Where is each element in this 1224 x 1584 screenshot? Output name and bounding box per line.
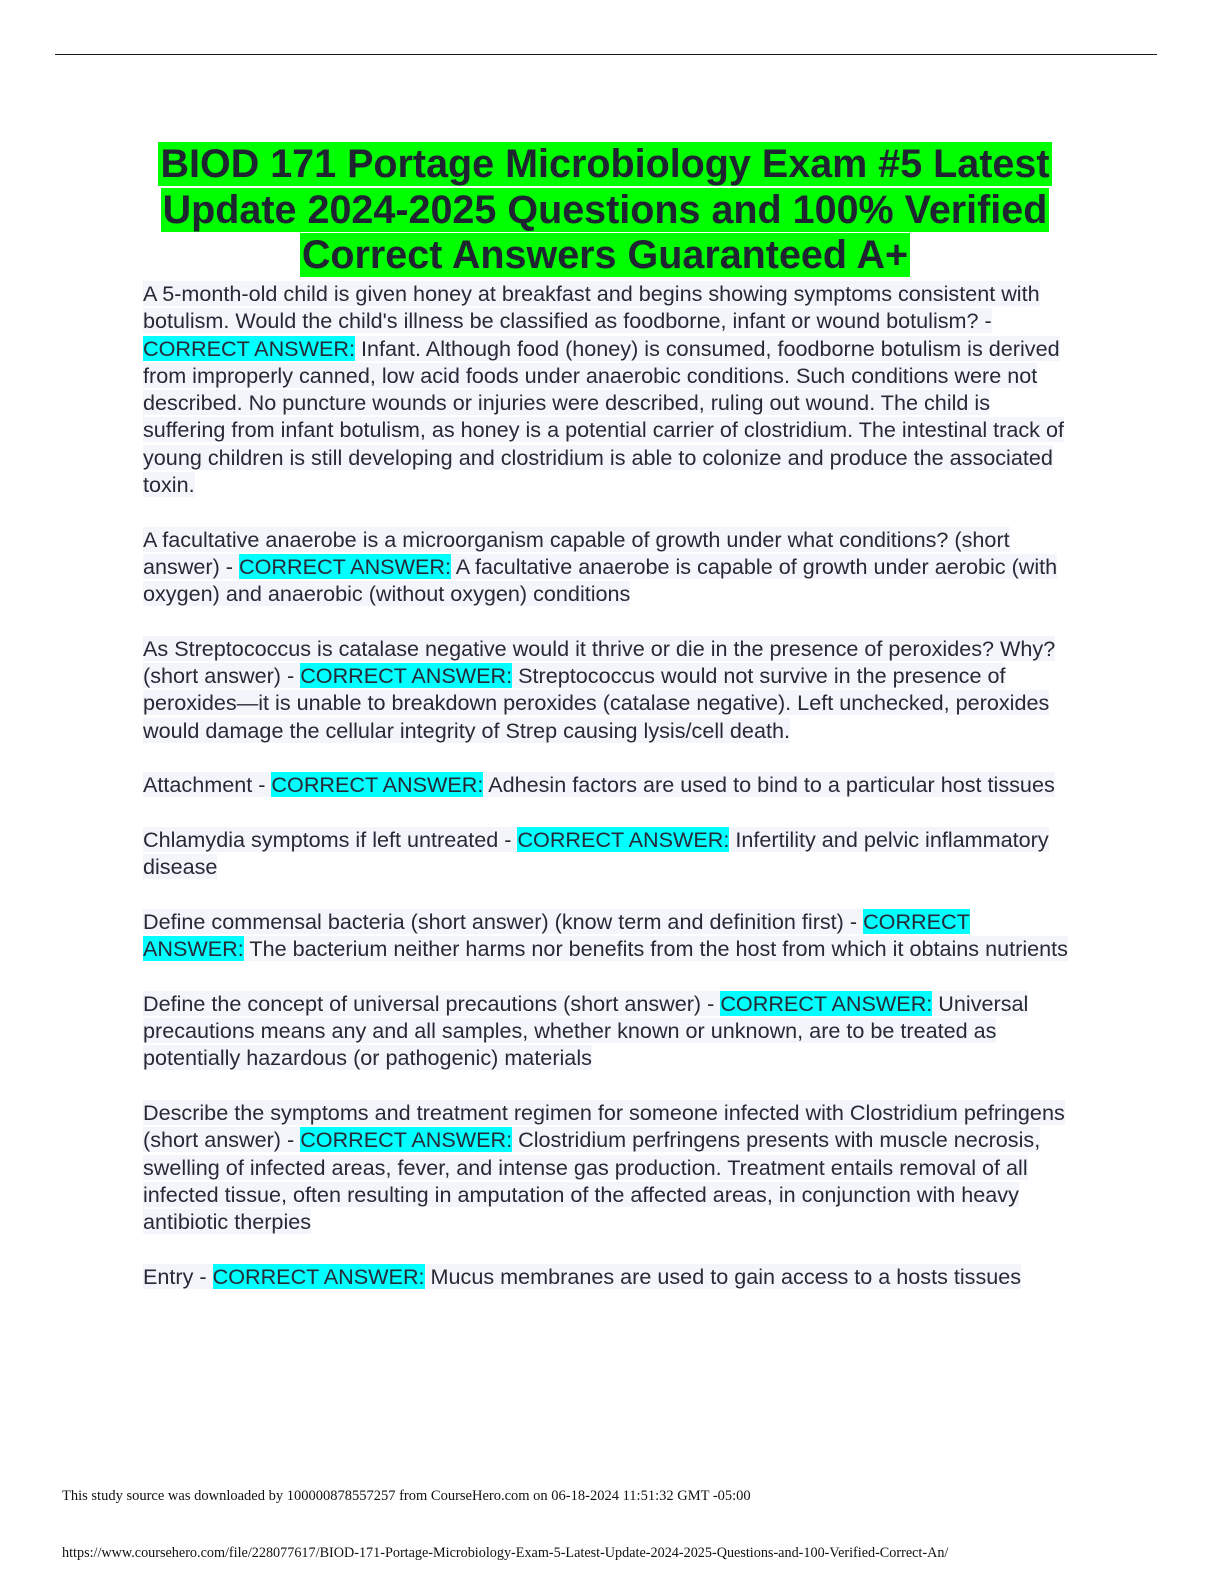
qa-item [143,635,1073,744]
answer-text: Infant. Although food (honey) is consumed, foodborne botulism is derived from improperly canned, low acid foods under anaerobic conditions. Such conditions were not described. No puncture wounds or injuries were described, ruling out wound. The child is suffering from infant botulism, as honey is a potential carrier of clostridium. The intestinal track of young children is still developing and clostridium is able to colonize and produce the associated toxin. [143,335,1064,498]
correct-answer-label: CORRECT ANSWER: [517,826,730,852]
correct-answer-label: CORRECT ANSWER: [212,1263,425,1289]
answer-text: Infertility and pelvic inflammatory disease [143,826,1049,880]
qa-item [143,990,1073,1072]
correct-answer-label: CORRECT ANSWER: [143,908,970,962]
correct-answer-label: CORRECT ANSWER: [271,772,484,798]
qa-item [143,526,1073,608]
document-title-text: BIOD 171 Portage Microbiology Exam #5 Latest Update 2024-2025 Questions and 100% Verified Correct Answers Guaranteed A+ [160,142,1050,277]
answer-text: Clostridium perfringens presents with muscle necrosis, swelling of infected areas, fever, and intense gas production. Treatment entails removal of all infected tissue, often resulting in amputation of the affected areas, in conjunction with heavy antibiotic therpies [143,1127,1041,1235]
answer-text: Universal precautions means any and all samples, whether known or unknown, are to be treated as potentially hazardous (or pathogenic) materials [143,990,1029,1071]
qa-list [143,280,1073,1317]
question-text: Define commensal bacteria (short answer) (know term and definition first) - [143,908,864,934]
qa-item [143,1099,1073,1235]
answer-text: Adhesin factors are used to bind to a particular host tissues [483,772,1055,798]
question-text: As Streptococcus is catalase negative would it thrive or die in the presence of peroxides? Why? (short answer) - [143,635,1056,689]
qa-item [143,280,1073,498]
correct-answer-label: CORRECT ANSWER: [143,335,355,361]
qa-item [143,1263,1073,1290]
correct-answer-label: CORRECT ANSWER: [239,553,451,579]
correct-answer-label: CORRECT ANSWER: [300,663,513,689]
answer-text: Mucus membranes are used to gain access to a hosts tissues [424,1263,1022,1289]
qa-item [143,771,1073,798]
answer-text: The bacterium neither harms nor benefits from the host from which it obtains nutrients [243,936,1068,962]
answer-text: A facultative anaerobe is capable of growth under aerobic (with oxygen) and anaerobic (without oxygen) conditions [143,553,1058,607]
qa-item [143,826,1073,881]
question-text: Chlamydia symptoms if left untreated - [143,826,518,852]
source-url: https://www.coursehero.com/file/228077617/BIOD-171-Portage-Microbiology-Exam-5-Latest-Update-2024-2025-Questions-and-100-Verified-Correct-An/ [62,1545,949,1561]
document-title [130,142,1080,279]
correct-answer-label: CORRECT ANSWER: [300,1127,513,1153]
top-divider-rule [55,54,1157,55]
question-text: Define the concept of universal precautions (short answer) - [143,990,721,1016]
question-text: Entry - [143,1263,213,1289]
question-text: A facultative anaerobe is a microorganism capable of growth under what conditions? (short answer) - [143,526,1010,579]
question-text: A 5-month-old child is given honey at breakfast and begins showing symptoms consistent with botulism. Would the child's illness be classified as foodborne, infant or wound botulism? - [143,281,1040,334]
question-text: Describe the symptoms and treatment regimen for someone infected with Clostridium pefringens (short answer) - [143,1099,1065,1153]
question-text: Attachment - [143,772,272,798]
download-source-notice: This study source was downloaded by 100000878557257 from CourseHero.com on 06-18-2024 11:51:32 GMT -05:00 [62,1488,751,1504]
correct-answer-label: CORRECT ANSWER: [720,990,933,1016]
answer-text: Streptococcus would not survive in the presence of peroxides—it is unable to breakdown peroxides (catalase negative). Left unchecked, peroxides would damage the cellular integrity of Strep causing lysis/cell death. [143,663,1050,743]
qa-item [143,908,1073,963]
